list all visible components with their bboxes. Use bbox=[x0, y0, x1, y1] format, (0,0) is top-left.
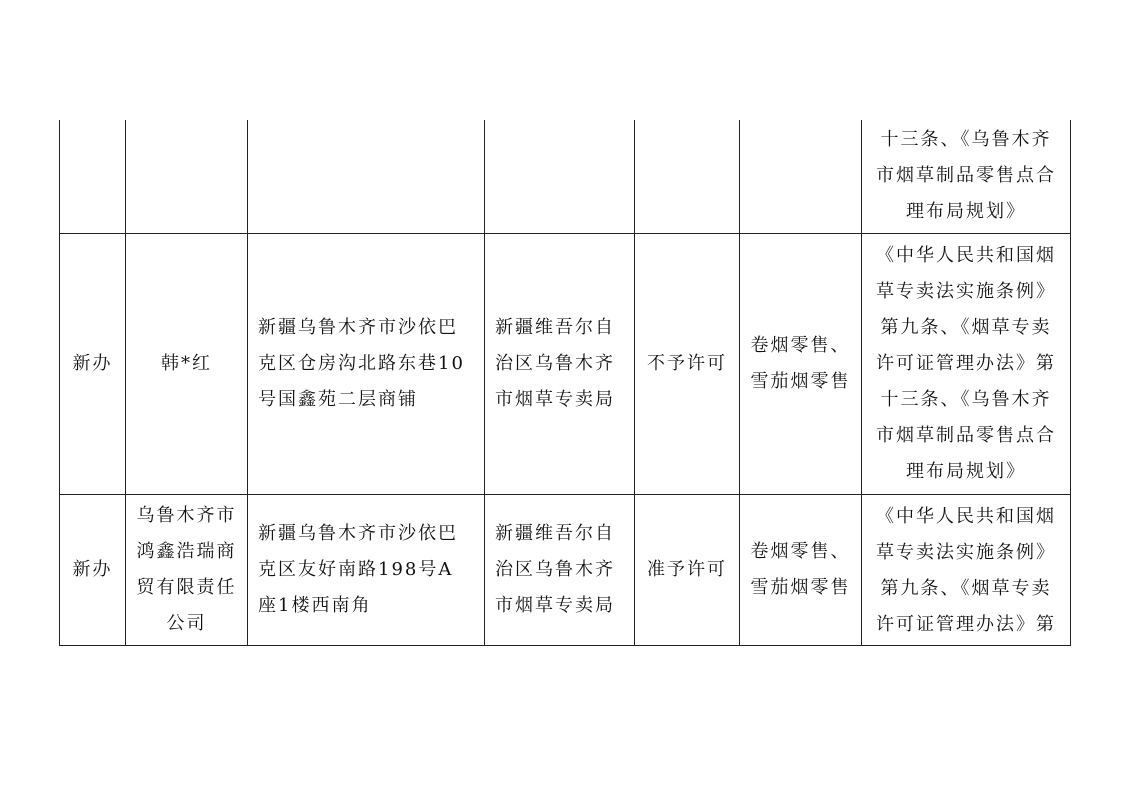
cell-name: 乌鲁木齐市 鸿鑫浩瑞商 贸有限责任 公司 bbox=[126, 494, 248, 645]
cell-address: 新疆乌鲁木齐市沙依巴 克区友好南路198号A 座1楼西南角 bbox=[248, 494, 485, 645]
table-row bbox=[60, 120, 1071, 233]
cell-basis: 十三条、《乌鲁木齐 市烟草制品零售点合 理布局规划》 bbox=[862, 120, 1071, 233]
cell-decision: 准予许可 bbox=[635, 494, 740, 645]
cell-address: 新疆乌鲁木齐市沙依巴 克区仓房沟北路东巷10 号国鑫苑二层商铺 bbox=[248, 233, 485, 494]
cell-name bbox=[126, 120, 248, 233]
cell-decision: 不予许可 bbox=[635, 233, 740, 494]
cell-scope: 卷烟零售、 雪茄烟零售 bbox=[740, 233, 862, 494]
cell-address bbox=[248, 120, 485, 233]
table-row bbox=[60, 233, 1071, 494]
cell-basis: 《中华人民共和国烟 草专卖法实施条例》 第九条、《烟草专卖 许可证管理办法》第 十三条、《乌鲁木齐 市烟草制品零售点合 理布局规划》 bbox=[862, 233, 1071, 494]
cell-type: 新办 bbox=[60, 494, 126, 645]
cell-name: 韩*红 bbox=[126, 233, 248, 494]
table-row bbox=[60, 494, 1071, 645]
cell-type bbox=[60, 120, 126, 233]
cell-authority: 新疆维吾尔自 治区乌鲁木齐 市烟草专卖局 bbox=[485, 233, 635, 494]
cell-scope: 卷烟零售、 雪茄烟零售 bbox=[740, 494, 862, 645]
license-table bbox=[59, 120, 1071, 646]
cell-scope bbox=[740, 120, 862, 233]
cell-basis: 《中华人民共和国烟 草专卖法实施条例》 第九条、《烟草专卖 许可证管理办法》第 bbox=[862, 494, 1071, 645]
cell-authority: 新疆维吾尔自 治区乌鲁木齐 市烟草专卖局 bbox=[485, 494, 635, 645]
cell-type: 新办 bbox=[60, 233, 126, 494]
cell-decision bbox=[635, 120, 740, 233]
cell-authority bbox=[485, 120, 635, 233]
